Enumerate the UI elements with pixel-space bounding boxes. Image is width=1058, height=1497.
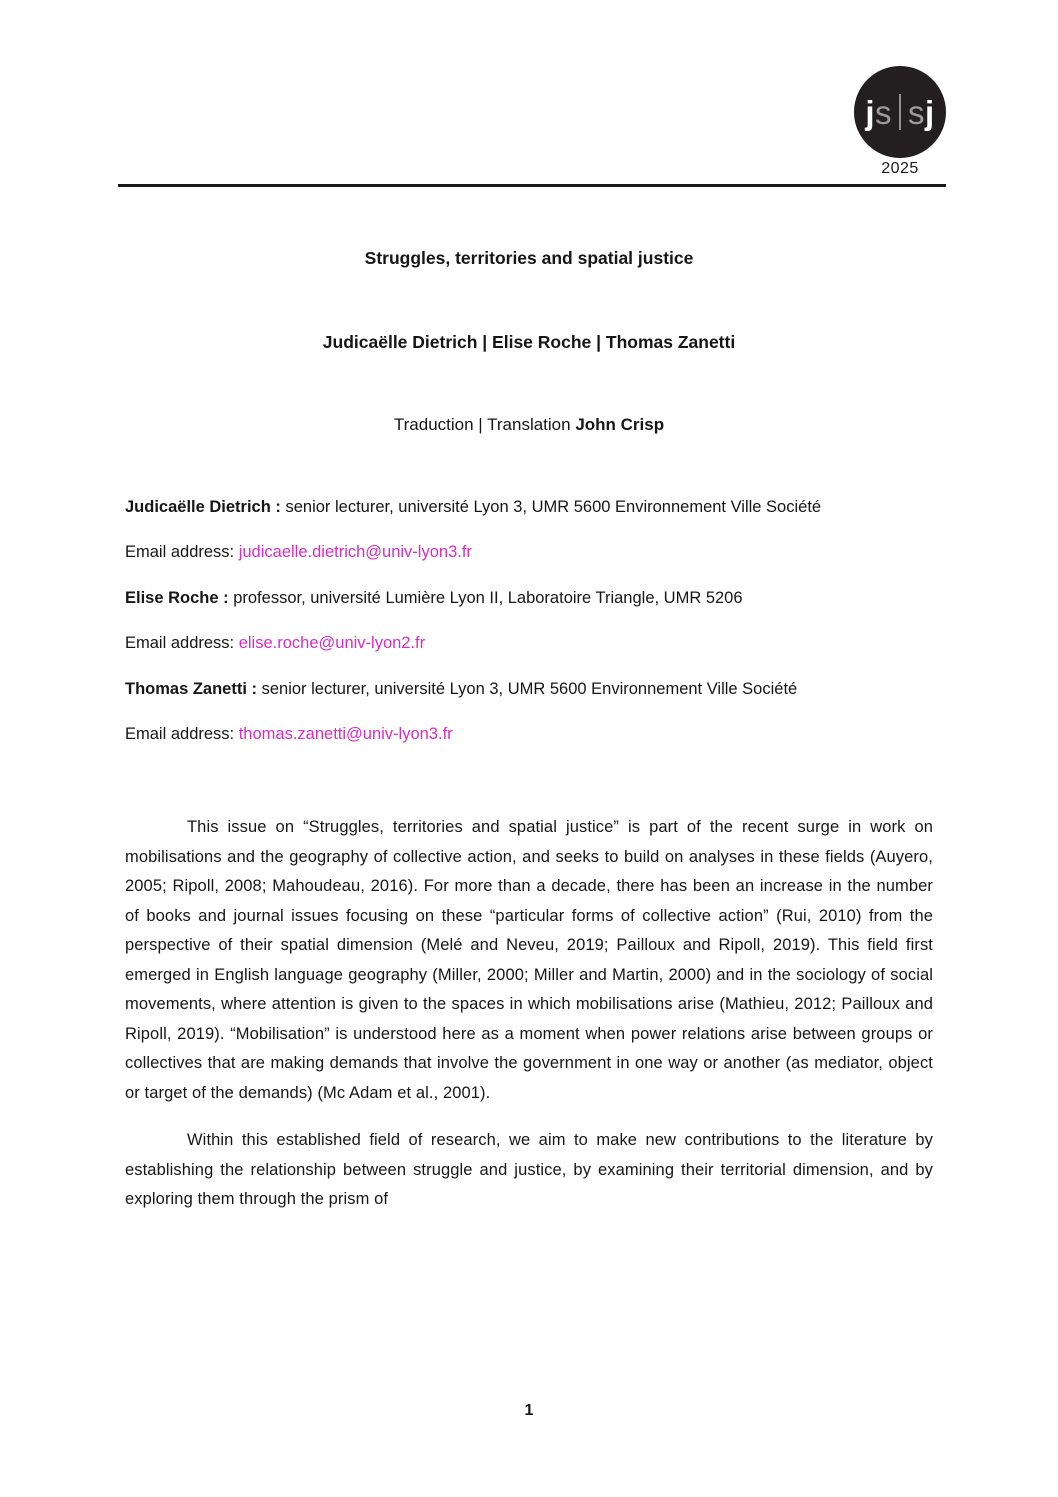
translation-line — [125, 410, 933, 440]
logo-letter-j-right: j — [925, 93, 935, 131]
email-line — [125, 628, 933, 658]
logo-left-group — [865, 93, 892, 131]
logo-letter-j-left: j — [865, 93, 875, 131]
email-line — [125, 719, 933, 749]
body-paragraph: This issue on “Struggles, territories and spatial justice” is part of the recent surge in work on mobilisations and the geography of collective action, and seeks to build on analyses in these fields (Auyero, 2005; Ripoll, 2008; Mahoudeau, 2016). For more than a decade, there has been an increase in the number of books and journal issues focusing on these “particular forms of collective action” (Rui, 2010) from the perspective of their spatial dimension (Melé and Neveu, 2019; Pailloux and Ripoll, 2019). This field first emerged in English language geography (Miller, 2000; Miller and Martin, 2000) and in the sociology of social movements, where attention is given to the spaces in which mobilisations arise (Mathieu, 2012; Pailloux and Ripoll, 2019). “Mobilisation” is understood here as a moment when power relations arise between groups or collectives that are making demands that involve the government in one way or another (as mediator, object or target of the demands) (Mc Adam et al., 2001). — [125, 818, 933, 1102]
logo-divider-line — [899, 94, 901, 130]
translator-name: John Crisp — [575, 415, 665, 434]
email-label: Email address: — [125, 725, 239, 743]
email-line — [125, 537, 933, 567]
contributor-role: professor, université Lumière Lyon II, Laboratoire Triangle, UMR 5206 — [228, 589, 743, 607]
logo-letter-s-left: s — [875, 93, 892, 131]
authors-line: Judicaëlle Dietrich | Elise Roche | Thomas Zanetti — [322, 332, 736, 352]
contributor-bio — [125, 674, 933, 704]
email-link[interactable]: judicaelle.dietrich@univ-lyon3.fr — [238, 543, 472, 561]
contributor-name: Judicaëlle Dietrich : — [125, 498, 281, 516]
contributor-bio — [125, 492, 933, 522]
document-title: Struggles, territories and spatial justice — [364, 248, 694, 268]
contributor-name: Thomas Zanetti : — [125, 680, 258, 698]
contributor-name: Elise Roche : — [125, 589, 229, 607]
page-header — [0, 0, 1058, 188]
contributor-bio — [125, 583, 933, 613]
page-number: 1 — [524, 1402, 534, 1419]
contributor-role: senior lecturer, université Lyon 3, UMR 5600 Environnement Ville Société — [280, 498, 822, 516]
document-content — [0, 187, 1058, 1215]
logo-letter-s-right: s — [908, 93, 925, 131]
email-label: Email address: — [125, 634, 239, 652]
jssj-logo — [854, 66, 946, 158]
contributor-role: senior lecturer, université Lyon 3, UMR 5600 Environnement Ville Société — [257, 680, 798, 698]
email-link[interactable]: thomas.zanetti@univ-lyon3.fr — [238, 725, 453, 743]
email-link[interactable]: elise.roche@univ-lyon2.fr — [238, 634, 426, 652]
translation-prefix: Traduction | Translation — [393, 415, 576, 434]
email-label: Email address: — [125, 543, 239, 561]
logo-right-group — [908, 93, 935, 131]
body-paragraph: Within this established field of research, we aim to make new contributions to the literature by establishing the relationship between struggle and justice, by examining their territorial dimension, and by exploring them through the prism of — [125, 1131, 933, 1208]
year-label: 2025 — [881, 160, 919, 177]
